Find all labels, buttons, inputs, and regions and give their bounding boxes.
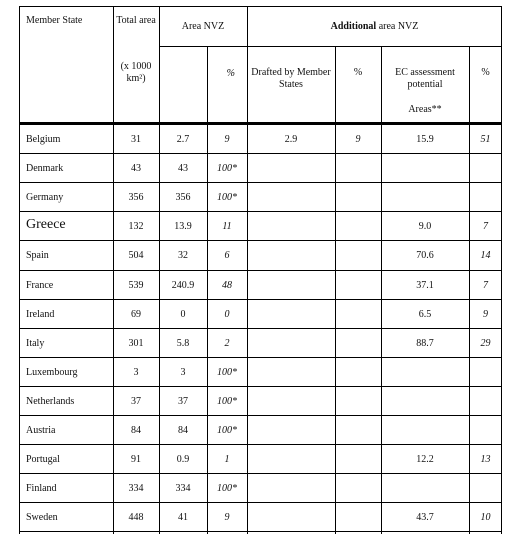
cell-state: Austria xyxy=(26,425,56,436)
cell-nvz: 41 xyxy=(178,512,188,523)
cell-nvz-pct: 9 xyxy=(224,134,230,145)
cell-state: Finland xyxy=(26,483,57,494)
row-rule xyxy=(19,153,502,154)
cell-total: 3 xyxy=(133,367,139,378)
cell-nvz: 0 xyxy=(180,309,186,320)
cell-total: 31 xyxy=(131,134,141,145)
header-total-area: Total area xyxy=(116,15,156,26)
row-rule xyxy=(19,386,502,387)
cell-nvz-pct: 100* xyxy=(217,367,237,378)
col-rule-5 xyxy=(335,46,336,534)
cell-nvz: 84 xyxy=(178,425,188,436)
nvz-table xyxy=(19,6,502,534)
col-rule-0 xyxy=(19,6,20,534)
cell-total: 448 xyxy=(128,512,144,523)
cell-state: Germany xyxy=(26,192,64,203)
cell-nvz-pct: 100* xyxy=(217,425,237,436)
cell-drafted: 2.9 xyxy=(284,134,298,145)
header-ec-pct: % xyxy=(481,67,490,78)
header-additional-rest: area NVZ xyxy=(376,21,419,32)
header-area-nvz: Area NVZ xyxy=(181,21,225,32)
cell-nvz: 0.9 xyxy=(176,454,190,465)
cell-state: Denmark xyxy=(26,163,64,174)
row-rule xyxy=(19,299,502,300)
cell-total: 539 xyxy=(128,280,144,291)
row-rule xyxy=(19,357,502,358)
cell-state: Sweden xyxy=(26,512,58,523)
nvz-table-document xyxy=(19,6,502,534)
row-rule xyxy=(19,415,502,416)
cell-state: Spain xyxy=(26,250,49,261)
cell-nvz: 334 xyxy=(175,483,191,494)
cell-state: France xyxy=(26,280,54,291)
cell-total: 37 xyxy=(131,396,141,407)
col-rule-1 xyxy=(113,6,114,534)
cell-nvz-pct: 48 xyxy=(222,280,232,291)
header-ec-assessment: EC assessment potential xyxy=(395,67,455,90)
cell-nvz-pct: 0 xyxy=(224,309,230,320)
cell-ec-pct: 10 xyxy=(480,512,491,523)
col-rule-8 xyxy=(501,6,502,534)
cell-ec: 9.0 xyxy=(418,221,432,232)
cell-ec: 88.7 xyxy=(416,338,434,349)
cell-nvz: 240.9 xyxy=(171,280,195,291)
cell-ec-pct: 7 xyxy=(483,221,488,232)
col-rule-2 xyxy=(159,6,160,534)
cell-nvz-pct: 2 xyxy=(224,338,230,349)
cell-state: Portugal xyxy=(26,454,60,465)
cell-nvz: 43 xyxy=(178,163,188,174)
cell-total: 132 xyxy=(128,221,144,232)
cell-total: 84 xyxy=(131,425,141,436)
header-additional-bold: Additional xyxy=(330,21,377,32)
cell-ec: 37.1 xyxy=(416,280,434,291)
cell-state: Belgium xyxy=(26,134,61,145)
cell-nvz-pct: 9 xyxy=(224,512,230,523)
row-rule xyxy=(19,473,502,474)
cell-ec: 15.9 xyxy=(416,134,434,145)
cell-ec-pct: 13 xyxy=(480,454,491,465)
row-rule xyxy=(19,444,502,445)
rule-top xyxy=(19,6,502,7)
cell-nvz-pct: 100* xyxy=(217,163,237,174)
cell-ec-pct: 9 xyxy=(483,309,488,320)
cell-ec-pct: 29 xyxy=(480,338,491,349)
header-drafted-pct: % xyxy=(353,67,363,78)
row-rule xyxy=(19,502,502,503)
header-total-area-unit xyxy=(113,61,159,85)
cell-nvz: 37 xyxy=(178,396,188,407)
cell-nvz: 13.9 xyxy=(174,221,192,232)
cell-nvz-pct: 11 xyxy=(222,221,232,232)
cell-ec: 43.7 xyxy=(416,512,434,523)
row-rule xyxy=(19,531,502,532)
cell-ec-pct: 14 xyxy=(480,250,491,261)
cell-nvz-pct: 100* xyxy=(217,396,237,407)
rule-header-split xyxy=(159,46,502,47)
cell-nvz: 5.8 xyxy=(176,338,190,349)
row-rule xyxy=(19,182,502,183)
header-total-area-unit-line2: km²) xyxy=(126,73,146,84)
col-rule-3 xyxy=(207,46,208,534)
cell-drafted-pct: 9 xyxy=(355,134,361,145)
cell-ec: 70.6 xyxy=(416,250,434,261)
cell-state: Luxembourg xyxy=(26,367,78,378)
cell-nvz-pct: 6 xyxy=(224,250,230,261)
header-ec-areas: Areas** xyxy=(408,104,442,115)
col-rule-4 xyxy=(247,6,248,534)
cell-total: 504 xyxy=(128,250,144,261)
cell-nvz: 3 xyxy=(180,367,186,378)
cell-state: Italy xyxy=(26,338,45,349)
cell-nvz-pct: 100* xyxy=(217,483,237,494)
cell-ec: 6.5 xyxy=(418,309,432,320)
rule-header-bottom xyxy=(19,122,502,125)
cell-total: 69 xyxy=(131,309,141,320)
col-rule-6 xyxy=(381,46,382,534)
header-additional-area xyxy=(247,21,502,33)
cell-total: 301 xyxy=(128,338,144,349)
header-drafted: Drafted by Member States xyxy=(251,67,331,90)
cell-nvz-pct: 1 xyxy=(224,454,230,465)
cell-state: Netherlands xyxy=(26,396,75,407)
cell-ec: 12.2 xyxy=(416,454,434,465)
row-rule xyxy=(19,240,502,241)
row-rule xyxy=(19,270,502,271)
cell-total: 356 xyxy=(128,192,144,203)
row-rule xyxy=(19,328,502,329)
cell-state: Greece xyxy=(26,217,66,232)
col-rule-7 xyxy=(469,46,470,534)
cell-total: 91 xyxy=(131,454,141,465)
cell-nvz: 32 xyxy=(178,250,188,261)
header-member-state: Member State xyxy=(26,15,83,26)
cell-ec-pct: 51 xyxy=(480,134,491,145)
header-total-area-unit-line1: (x 1000 xyxy=(120,61,152,72)
cell-total: 334 xyxy=(128,483,144,494)
row-rule xyxy=(19,211,502,212)
cell-state: Ireland xyxy=(26,309,55,320)
cell-nvz: 356 xyxy=(175,192,191,203)
cell-ec-pct: 7 xyxy=(483,280,488,291)
header-area-nvz-pct: % xyxy=(226,68,235,79)
cell-nvz-pct: 100* xyxy=(217,192,237,203)
cell-nvz: 2.7 xyxy=(176,134,190,145)
cell-total: 43 xyxy=(131,163,141,174)
